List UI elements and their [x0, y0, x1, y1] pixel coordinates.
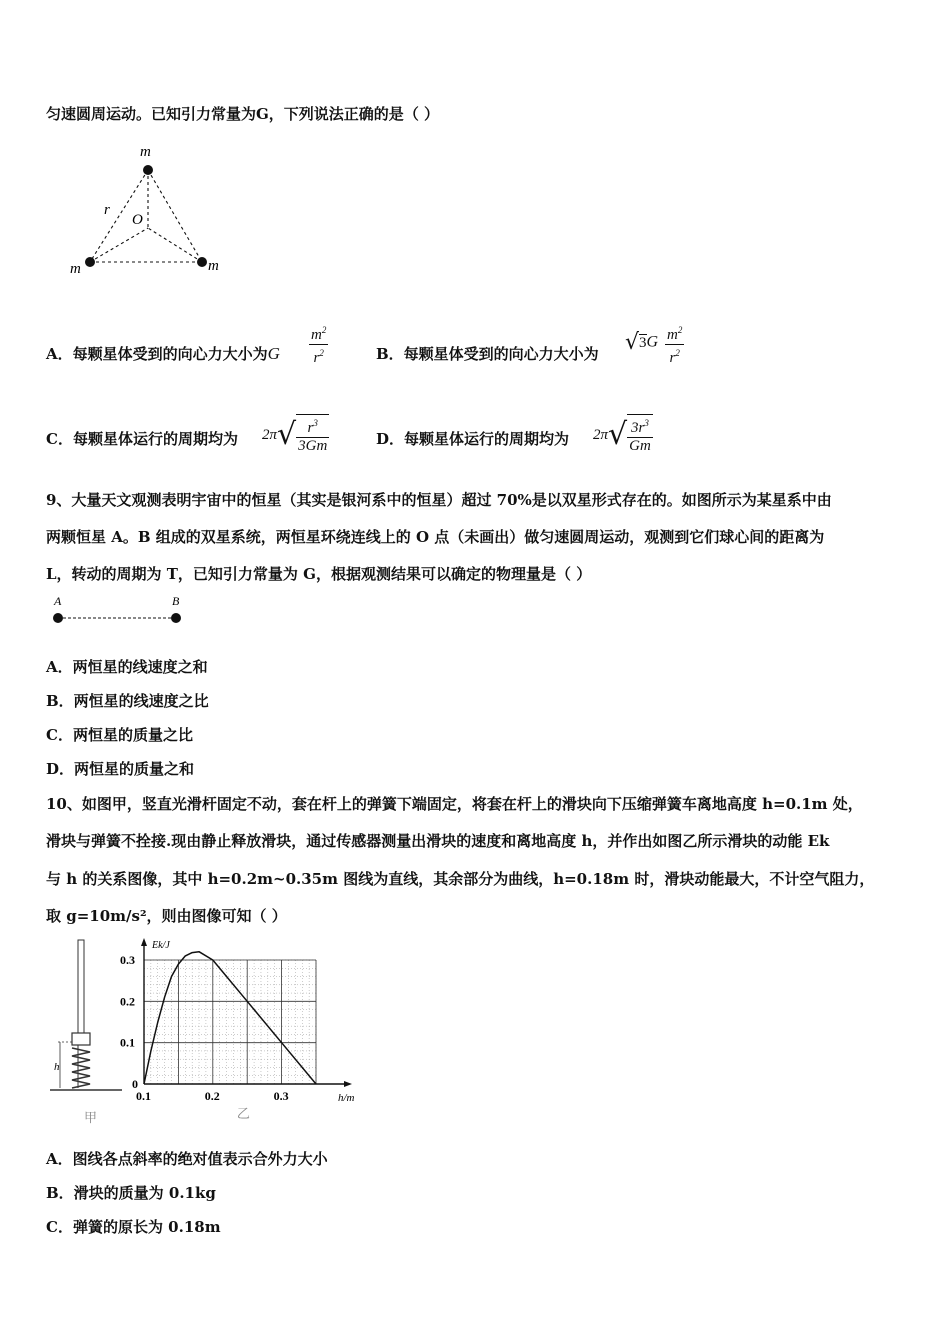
q9-option-c[interactable]: C．两恒星的质量之比: [46, 726, 193, 744]
ek-curve: [144, 952, 316, 1084]
q8-b-formula: √3G: [625, 330, 659, 355]
q10-option-c[interactable]: C．弹簧的原长为 0.18m: [46, 1218, 221, 1236]
q9-star-a-label: A: [54, 594, 62, 608]
q8-d-formula: 2π√ $\frac{3r^3}{Gm}$: [593, 414, 653, 455]
q10-yi-label: 乙: [236, 1106, 250, 1121]
x-axis-label: h/m: [338, 1092, 355, 1104]
x-tick-label: 0.2: [204, 1089, 220, 1103]
q8-option-d[interactable]: D．每颗星体运行的周期均为: [376, 430, 570, 448]
q8-triangle-figure: [62, 142, 232, 282]
q9-option-d[interactable]: D．两恒星的质量之和: [46, 760, 195, 778]
y-axis-label: Ek/J: [152, 940, 170, 951]
q8-center-label: O: [132, 212, 143, 228]
q9-line-3: L，转动的周期为 T，已知引力常量为 G，根据观测结果可以确定的物理量是（ ）: [46, 565, 592, 583]
q9-line-2: 两颗恒星 A。B 组成的双星系统，两恒星环绕连线上的 O 点（未画出）做匀速圆周运动，观测到它们球心间的距离为: [46, 528, 825, 546]
q8-option-b[interactable]: B．每颗星体受到的向心力大小为: [376, 345, 599, 363]
x-axis-arrow: [344, 1081, 352, 1087]
q8-c-formula: 2π√ $\frac{r^3}{3Gm}$: [262, 414, 329, 455]
q8-stem: 匀速圆周运动。已知引力常量为G，下列说法正确的是（ ）: [46, 105, 440, 123]
q10-line-3: 与 h 的关系图像，其中 h=0.2m~0.35m 图线为直线，其余部分为曲线，h=0.18m 时，滑块动能最大，不计空气阻力，: [46, 870, 875, 888]
origin-label: 0: [132, 1077, 138, 1091]
y-tick-label: 0.2: [120, 994, 135, 1009]
q10-line-1: 10、如图甲，竖直光滑杆固定不动，套在杆上的弹簧下端固定，将套在杆上的滑块向下压缩弹簧车离地高度 h=0.1m 处，: [46, 795, 863, 813]
q8-mass-right: m: [208, 258, 219, 274]
q10-jia-label: 甲: [84, 1110, 98, 1125]
q10-option-a[interactable]: A．图线各点斜率的绝对值表示合外力大小: [46, 1150, 328, 1168]
q8-option-c[interactable]: C．每颗星体运行的周期均为: [46, 430, 238, 448]
q9-option-a[interactable]: A．两恒星的线速度之和: [46, 658, 208, 676]
q9-binary-star-figure: [46, 594, 196, 630]
ek-h-chart: [112, 934, 362, 1130]
q10-h-label: h: [54, 1061, 60, 1073]
q8-mass-left: m: [70, 261, 81, 277]
q9-star-b-label: B: [172, 594, 180, 608]
q10-line-2: 滑块与弹簧不拴接.现由静止释放滑块，通过传感器测量出滑块的速度和离地高度 h，并作出如图乙所示滑块的动能 Ek: [46, 832, 830, 850]
q9-line-1: 9、大量天文观测表明宇宙中的恒星（其实是银河系中的恒星）超过 70%是以双星形式存在的。如图所示为某星系中由: [46, 491, 832, 509]
x-tick-label: 0.1: [136, 1089, 151, 1103]
q8-a-formula: G: [267, 344, 280, 363]
q8-mass-top: m: [140, 144, 151, 160]
y-tick-label: 0.3: [120, 953, 135, 967]
q8-a-frac: $\frac{m^2}{r^2}$: [309, 322, 328, 367]
q8-radius-label: r: [104, 202, 110, 218]
q10-line-4: 取 g=10m/s²，则由图像可知（ ）: [46, 907, 287, 925]
y-axis-arrow: [141, 938, 147, 946]
q9-option-b[interactable]: B．两恒星的线速度之比: [46, 692, 209, 710]
q10-option-b[interactable]: B．滑块的质量为 0.1kg: [46, 1184, 216, 1202]
q8-option-a[interactable]: A．每颗星体受到的向心力大小为G: [46, 344, 280, 363]
y-tick-label: 0.1: [120, 1035, 135, 1050]
x-tick-label: 0.3: [273, 1089, 289, 1103]
